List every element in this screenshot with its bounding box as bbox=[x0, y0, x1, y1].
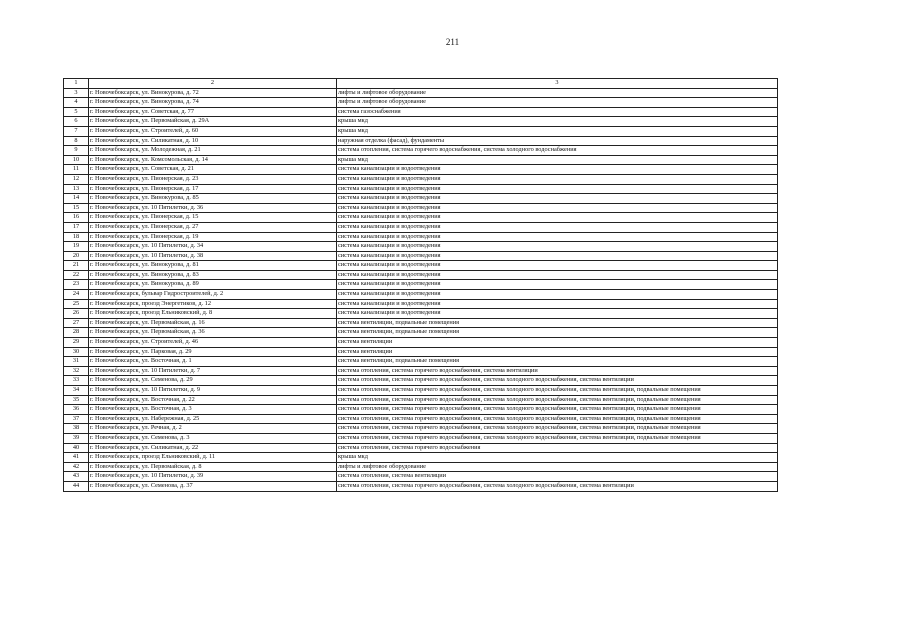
work-type-cell: система канализации и водоотведения bbox=[337, 290, 778, 300]
row-number-cell: 26 bbox=[64, 309, 89, 319]
row-number-cell: 29 bbox=[64, 338, 89, 348]
row-number-cell: 35 bbox=[64, 395, 89, 405]
table-row bbox=[64, 386, 778, 396]
address-cell: г. Новочебоксарск, ул. 10 Пятилетки, д. 34 bbox=[89, 242, 337, 252]
row-number-cell: 3 bbox=[64, 88, 89, 98]
row-number-cell: 27 bbox=[64, 318, 89, 328]
address-cell: г. Новочебоксарск, ул. Винокурова, д. 89 bbox=[89, 280, 337, 290]
table-row bbox=[64, 194, 778, 204]
table-row bbox=[64, 357, 778, 367]
row-number-cell: 6 bbox=[64, 117, 89, 127]
row-number-cell: 43 bbox=[64, 472, 89, 482]
table-row bbox=[64, 347, 778, 357]
table-row bbox=[64, 280, 778, 290]
table-header-row bbox=[64, 79, 778, 89]
work-type-cell: система вентиляции, подвальные помещения bbox=[337, 328, 778, 338]
address-cell: г. Новочебоксарск, ул. Набережная, д. 25 bbox=[89, 414, 337, 424]
table-row bbox=[64, 232, 778, 242]
address-cell: г. Новочебоксарск, ул. Первомайская, д. 8 bbox=[89, 462, 337, 472]
table-row bbox=[64, 414, 778, 424]
work-type-cell: система канализации и водоотведения bbox=[337, 194, 778, 204]
table-row bbox=[64, 309, 778, 319]
address-cell: г. Новочебоксарск, проезд Ельниковский, д. 8 bbox=[89, 309, 337, 319]
table-row bbox=[64, 424, 778, 434]
address-cell: г. Новочебоксарск, ул. Первомайская, д. 16 bbox=[89, 318, 337, 328]
row-number-cell: 10 bbox=[64, 155, 89, 165]
table-row bbox=[64, 395, 778, 405]
row-number-cell: 32 bbox=[64, 366, 89, 376]
work-type-cell: система канализации и водоотведения bbox=[337, 184, 778, 194]
address-cell: г. Новочебоксарск, ул. Первомайская, д. 29А bbox=[89, 117, 337, 127]
row-number-cell: 16 bbox=[64, 213, 89, 223]
address-cell: г. Новочебоксарск, ул. Парковая, д. 29 bbox=[89, 347, 337, 357]
work-type-cell: система вентиляции bbox=[337, 338, 778, 348]
work-type-cell: система канализации и водоотведения bbox=[337, 174, 778, 184]
work-type-cell: наружная отделка (фасад), фундаменты bbox=[337, 136, 778, 146]
row-number-cell: 42 bbox=[64, 462, 89, 472]
table-row bbox=[64, 88, 778, 98]
table-row bbox=[64, 213, 778, 223]
address-cell: г. Новочебоксарск, ул. Речная, д. 2 bbox=[89, 424, 337, 434]
work-type-cell: лифты и лифтовое оборудование bbox=[337, 462, 778, 472]
table-row bbox=[64, 155, 778, 165]
work-type-cell: система канализации и водоотведения bbox=[337, 270, 778, 280]
work-type-cell: система отопления, система горячего водоснабжения bbox=[337, 443, 778, 453]
address-cell: г. Новочебоксарск, ул. 10 Пятилетки, д. 39 bbox=[89, 472, 337, 482]
table-row bbox=[64, 242, 778, 252]
row-number-cell: 13 bbox=[64, 184, 89, 194]
address-cell: г. Новочебоксарск, ул. Восточная, д. 22 bbox=[89, 395, 337, 405]
row-number-cell: 44 bbox=[64, 481, 89, 491]
address-cell: г. Новочебоксарск, ул. Семенова, д. 29 bbox=[89, 376, 337, 386]
address-cell: г. Новочебоксарск, ул. Восточная, д. 3 bbox=[89, 405, 337, 415]
table-row bbox=[64, 366, 778, 376]
work-type-cell: система отопления, система горячего водоснабжения, система холодного водоснабжения bbox=[337, 146, 778, 156]
row-number-cell: 4 bbox=[64, 98, 89, 108]
address-cell: г. Новочебоксарск, ул. Молодежная, д. 21 bbox=[89, 146, 337, 156]
table-row bbox=[64, 270, 778, 280]
work-type-cell: крыша мкд bbox=[337, 453, 778, 463]
row-number-cell: 9 bbox=[64, 146, 89, 156]
work-type-cell: система отопления, система горячего водоснабжения, система холодного водоснабжения, система вентиляции, подвальные помещения bbox=[337, 395, 778, 405]
table-row bbox=[64, 174, 778, 184]
row-number-cell: 34 bbox=[64, 386, 89, 396]
address-cell: г. Новочебоксарск, ул. Пионерская, д. 27 bbox=[89, 222, 337, 232]
table-row bbox=[64, 290, 778, 300]
row-number-cell: 36 bbox=[64, 405, 89, 415]
row-number-cell: 18 bbox=[64, 232, 89, 242]
row-number-cell: 40 bbox=[64, 443, 89, 453]
work-type-cell: система отопления, система горячего водоснабжения, система холодного водоснабжения, система вентиляции, подвальные помещения bbox=[337, 424, 778, 434]
row-number-cell: 31 bbox=[64, 357, 89, 367]
table-row bbox=[64, 328, 778, 338]
work-type-cell: система газоснабжения bbox=[337, 107, 778, 117]
address-cell: г. Новочебоксарск, ул. Советская, д. 21 bbox=[89, 165, 337, 175]
address-cell: г. Новочебоксарск, ул. Строителей, д. 60 bbox=[89, 126, 337, 136]
works-table bbox=[63, 78, 778, 492]
work-type-cell: система отопления, система горячего водоснабжения, система холодного водоснабжения, система вентиляции, подвальные помещения bbox=[337, 433, 778, 443]
address-cell: г. Новочебоксарск, ул. Винокурова, д. 74 bbox=[89, 98, 337, 108]
row-number-cell: 33 bbox=[64, 376, 89, 386]
header-col-1: 1 bbox=[64, 79, 89, 89]
work-type-cell: система вентиляции, подвальные помещения bbox=[337, 357, 778, 367]
table-row bbox=[64, 98, 778, 108]
work-type-cell: система канализации и водоотведения bbox=[337, 232, 778, 242]
table-row bbox=[64, 433, 778, 443]
address-cell: г. Новочебоксарск, бульвар Гидростроителей, д. 2 bbox=[89, 290, 337, 300]
address-cell: г. Новочебоксарск, ул. Пионерская, д. 23 bbox=[89, 174, 337, 184]
work-type-cell: система отопления, система горячего водоснабжения, система холодного водоснабжения, система вентиляции bbox=[337, 376, 778, 386]
address-cell: г. Новочебоксарск, ул. Семенова, д. 37 bbox=[89, 481, 337, 491]
table-row bbox=[64, 261, 778, 271]
work-type-cell: система канализации и водоотведения bbox=[337, 251, 778, 261]
work-type-cell: крыша мкд bbox=[337, 117, 778, 127]
work-type-cell: система канализации и водоотведения bbox=[337, 222, 778, 232]
address-cell: г. Новочебоксарск, ул. 10 Пятилетки, д. 36 bbox=[89, 203, 337, 213]
work-type-cell: система канализации и водоотведения bbox=[337, 213, 778, 223]
work-type-cell: система канализации и водоотведения bbox=[337, 309, 778, 319]
table-row bbox=[64, 126, 778, 136]
work-type-cell: система канализации и водоотведения bbox=[337, 280, 778, 290]
work-type-cell: система отопления, система горячего водоснабжения, система холодного водоснабжения, система вентиляции bbox=[337, 481, 778, 491]
address-cell: г. Новочебоксарск, проезд Энергетиков, д. 12 bbox=[89, 299, 337, 309]
table-row bbox=[64, 462, 778, 472]
row-number-cell: 37 bbox=[64, 414, 89, 424]
table-row bbox=[64, 251, 778, 261]
table-row bbox=[64, 376, 778, 386]
row-number-cell: 7 bbox=[64, 126, 89, 136]
row-number-cell: 23 bbox=[64, 280, 89, 290]
address-cell: г. Новочебоксарск, ул. 10 Пятилетки, д. 9 bbox=[89, 386, 337, 396]
row-number-cell: 12 bbox=[64, 174, 89, 184]
row-number-cell: 41 bbox=[64, 453, 89, 463]
row-number-cell: 24 bbox=[64, 290, 89, 300]
table-row bbox=[64, 107, 778, 117]
table-row bbox=[64, 299, 778, 309]
row-number-cell: 15 bbox=[64, 203, 89, 213]
table-row bbox=[64, 222, 778, 232]
address-cell: г. Новочебоксарск, ул. Пионерская, д. 17 bbox=[89, 184, 337, 194]
address-cell: г. Новочебоксарск, ул. 10 Пятилетки, д. 38 bbox=[89, 251, 337, 261]
table-row bbox=[64, 318, 778, 328]
row-number-cell: 11 bbox=[64, 165, 89, 175]
work-type-cell: лифты и лифтовое оборудование bbox=[337, 88, 778, 98]
work-type-cell: система отопления, система горячего водоснабжения, система холодного водоснабжения, система вентиляции, подвальные помещения bbox=[337, 405, 778, 415]
table-row bbox=[64, 405, 778, 415]
table-row bbox=[64, 117, 778, 127]
work-type-cell: система вентиляции, подвальные помещения bbox=[337, 318, 778, 328]
table-row bbox=[64, 136, 778, 146]
work-type-cell: крыша мкд bbox=[337, 126, 778, 136]
row-number-cell: 28 bbox=[64, 328, 89, 338]
row-number-cell: 14 bbox=[64, 194, 89, 204]
work-type-cell: система канализации и водоотведения bbox=[337, 299, 778, 309]
work-type-cell: система вентиляции bbox=[337, 347, 778, 357]
row-number-cell: 38 bbox=[64, 424, 89, 434]
row-number-cell: 22 bbox=[64, 270, 89, 280]
table-row bbox=[64, 184, 778, 194]
address-cell: г. Новочебоксарск, ул. Винокурова, д. 85 bbox=[89, 194, 337, 204]
row-number-cell: 30 bbox=[64, 347, 89, 357]
row-number-cell: 5 bbox=[64, 107, 89, 117]
row-number-cell: 39 bbox=[64, 433, 89, 443]
row-number-cell: 8 bbox=[64, 136, 89, 146]
address-cell: г. Новочебоксарск, ул. Первомайская, д. 36 bbox=[89, 328, 337, 338]
address-cell: г. Новочебоксарск, ул. Винокурова, д. 72 bbox=[89, 88, 337, 98]
address-cell: г. Новочебоксарск, ул. Силикатная, д. 10 bbox=[89, 136, 337, 146]
address-cell: г. Новочебоксарск, ул. Семенова, д. 3 bbox=[89, 433, 337, 443]
address-cell: г. Новочебоксарск, ул. Восточная, д. 1 bbox=[89, 357, 337, 367]
address-cell: г. Новочебоксарск, ул. Строителей, д. 46 bbox=[89, 338, 337, 348]
work-type-cell: система отопления, система горячего водоснабжения, система вентиляции bbox=[337, 366, 778, 376]
work-type-cell: крыша мкд bbox=[337, 155, 778, 165]
row-number-cell: 19 bbox=[64, 242, 89, 252]
table-row bbox=[64, 453, 778, 463]
header-col-2: 2 bbox=[89, 79, 337, 89]
address-cell: г. Новочебоксарск, ул. Пионерская, д. 19 bbox=[89, 232, 337, 242]
table-row bbox=[64, 165, 778, 175]
table-row bbox=[64, 472, 778, 482]
row-number-cell: 25 bbox=[64, 299, 89, 309]
work-type-cell: система отопления, система вентиляции bbox=[337, 472, 778, 482]
work-type-cell: система канализации и водоотведения bbox=[337, 261, 778, 271]
table-row bbox=[64, 203, 778, 213]
work-type-cell: система отопления, система горячего водоснабжения, система холодного водоснабжения, система вентиляции, подвальные помещения bbox=[337, 386, 778, 396]
page-number: 211 bbox=[445, 37, 460, 47]
work-type-cell: система канализации и водоотведения bbox=[337, 242, 778, 252]
table-row bbox=[64, 443, 778, 453]
address-cell: г. Новочебоксарск, проезд Ельниковский, д. 11 bbox=[89, 453, 337, 463]
table-row bbox=[64, 146, 778, 156]
work-type-cell: лифты и лифтовое оборудование bbox=[337, 98, 778, 108]
row-number-cell: 20 bbox=[64, 251, 89, 261]
work-type-cell: система отопления, система горячего водоснабжения, система холодного водоснабжения, система вентиляции, подвальные помещения bbox=[337, 414, 778, 424]
address-cell: г. Новочебоксарск, ул. Пионерская, д. 15 bbox=[89, 213, 337, 223]
address-cell: г. Новочебоксарск, ул. 10 Пятилетки, д. 7 bbox=[89, 366, 337, 376]
row-number-cell: 21 bbox=[64, 261, 89, 271]
table-row bbox=[64, 338, 778, 348]
address-cell: г. Новочебоксарск, ул. Силикатная, д. 22 bbox=[89, 443, 337, 453]
header-col-3: 3 bbox=[337, 79, 778, 89]
address-cell: г. Новочебоксарск, ул. Советская, д. 77 bbox=[89, 107, 337, 117]
work-type-cell: система канализации и водоотведения bbox=[337, 165, 778, 175]
row-number-cell: 17 bbox=[64, 222, 89, 232]
address-cell: г. Новочебоксарск, ул. Комсомольская, д. 14 bbox=[89, 155, 337, 165]
work-type-cell: система канализации и водоотведения bbox=[337, 203, 778, 213]
address-cell: г. Новочебоксарск, ул. Винокурова, д. 81 bbox=[89, 261, 337, 271]
address-cell: г. Новочебоксарск, ул. Винокурова, д. 83 bbox=[89, 270, 337, 280]
table-row bbox=[64, 481, 778, 491]
